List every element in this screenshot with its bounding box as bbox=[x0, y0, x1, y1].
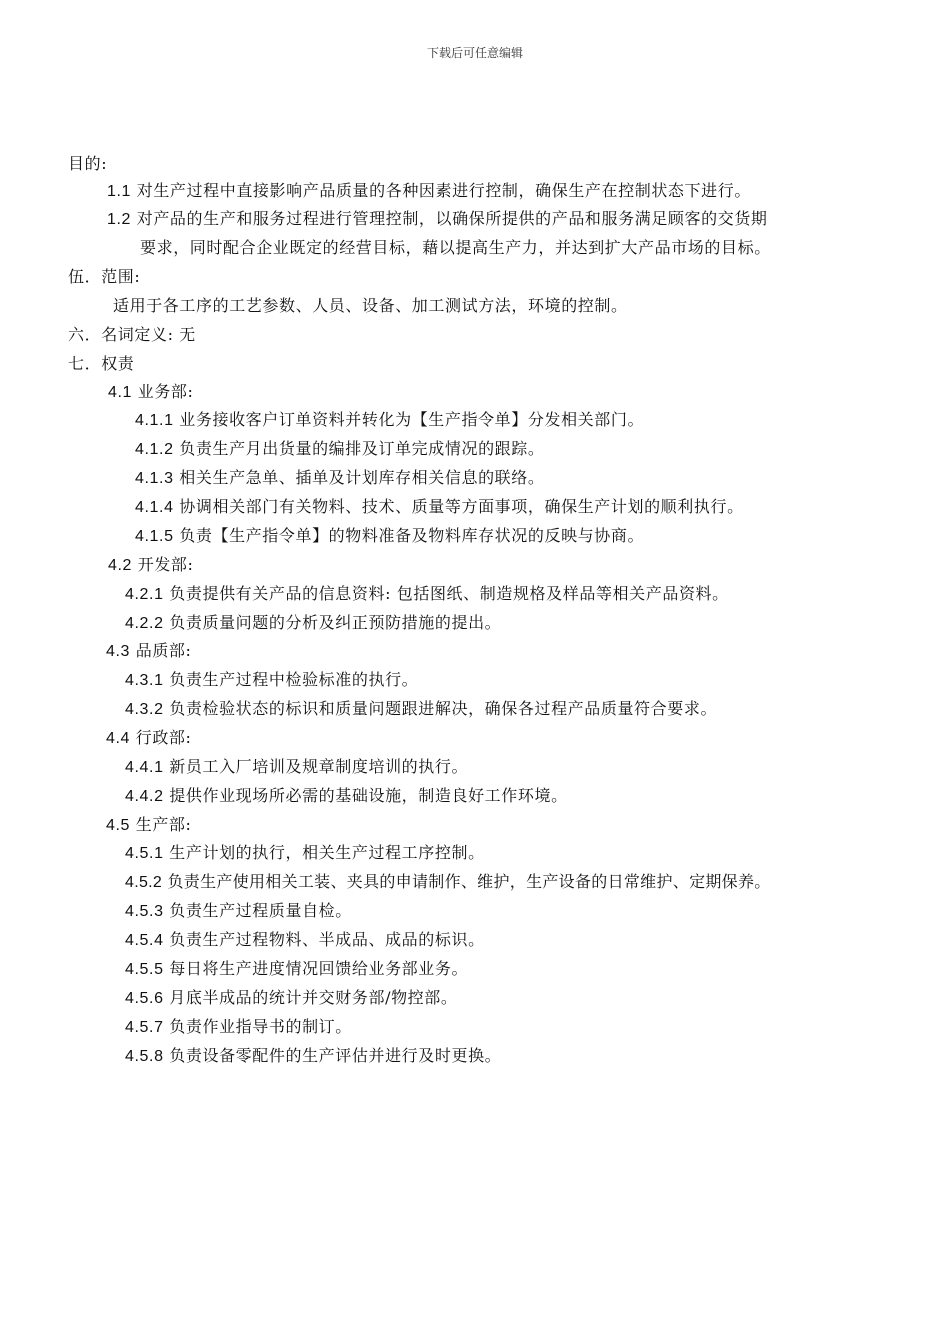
list-item bbox=[125, 757, 468, 778]
section-title: 开发部: bbox=[137, 555, 194, 574]
list-item bbox=[135, 468, 544, 489]
list-item bbox=[135, 439, 544, 460]
section-number: 4.2 bbox=[108, 557, 133, 574]
section-title: 品质部: bbox=[135, 641, 192, 660]
section-number: 4.4 bbox=[106, 730, 131, 747]
item-number: 4.5.3 bbox=[125, 903, 164, 920]
list-item bbox=[135, 410, 644, 431]
item-number: 4.1.3 bbox=[135, 470, 174, 487]
item-text: 相关生产急单、插单及计划库存相关信息的联络。 bbox=[179, 468, 545, 487]
item-text: 负责设备零配件的生产评估并进行及时更换。 bbox=[169, 1046, 502, 1065]
section-heading bbox=[106, 815, 192, 836]
section-number: 4.3 bbox=[106, 643, 131, 660]
list-item bbox=[125, 699, 717, 720]
scope-text: 适用于各工序的工艺参数、人员、设备、加工测试方法，环境的控制。 bbox=[113, 296, 628, 315]
item-text: 负责生产使用相关工装、夹具的申请制作、维护，生产设备的日常维护、定期保养。 bbox=[167, 872, 771, 891]
section-heading bbox=[106, 728, 192, 749]
list-item bbox=[125, 613, 501, 634]
item-number: 4.4.1 bbox=[125, 759, 164, 776]
list-item bbox=[125, 1046, 501, 1067]
item-number: 4.1.4 bbox=[135, 499, 174, 516]
scope-heading: 伍．范围: bbox=[68, 267, 141, 286]
list-item bbox=[125, 1017, 352, 1038]
list-item bbox=[125, 872, 771, 893]
responsibilities-heading: 七．权责 bbox=[68, 354, 135, 373]
item-text: 负责【生产指令单】的物料准备及物料库存状况的反映与协商。 bbox=[179, 526, 645, 545]
item-text: 生产计划的执行，相关生产过程工序控制。 bbox=[169, 843, 485, 862]
item-number: 4.3.2 bbox=[125, 701, 164, 718]
item-number: 1.1 bbox=[107, 183, 132, 200]
item-number: 4.5.2 bbox=[125, 874, 163, 891]
item-text: 提供作业现场所必需的基础设施，制造良好工作环境。 bbox=[169, 786, 568, 805]
item-number: 4.3.1 bbox=[125, 672, 164, 689]
purpose-item bbox=[107, 181, 751, 202]
item-number: 4.1.5 bbox=[135, 528, 174, 545]
item-number: 4.1.2 bbox=[135, 441, 174, 458]
item-number: 4.5.8 bbox=[125, 1048, 164, 1065]
item-number: 4.1.1 bbox=[135, 412, 174, 429]
item-number: 4.5.7 bbox=[125, 1019, 164, 1036]
list-item bbox=[125, 959, 468, 980]
item-number: 4.5.1 bbox=[125, 845, 164, 862]
item-number: 4.4.2 bbox=[125, 788, 164, 805]
item-text: 对产品的生产和服务过程进行管理控制，以确保所提供的产品和服务满足顾客的交货期 bbox=[136, 209, 768, 228]
item-text: 负责提供有关产品的信息资料: 包括图纸、制造规格及样品等相关产品资料。 bbox=[169, 584, 729, 603]
item-number: 4.5.6 bbox=[125, 990, 164, 1007]
list-item bbox=[135, 497, 744, 518]
list-item bbox=[125, 901, 352, 922]
item-number: 4.2.2 bbox=[125, 615, 164, 632]
list-item bbox=[125, 843, 485, 864]
item-text: 负责检验状态的标识和质量问题跟进解决，确保各过程产品质量符合要求。 bbox=[169, 699, 718, 718]
section-heading bbox=[108, 555, 194, 576]
section-title: 行政部: bbox=[135, 728, 192, 747]
section-number: 4.1 bbox=[108, 384, 133, 401]
purpose-heading: 目的: bbox=[68, 154, 108, 173]
item-text: 负责生产过程物料、半成品、成品的标识。 bbox=[169, 930, 485, 949]
section-title: 生产部: bbox=[135, 815, 192, 834]
item-text: 新员工入厂培训及规章制度培训的执行。 bbox=[169, 757, 469, 776]
item-number: 4.5.5 bbox=[125, 961, 164, 978]
item-text: 月底半成品的统计并交财务部/物控部。 bbox=[169, 988, 458, 1007]
header-note: 下载后可任意编辑 bbox=[426, 46, 523, 60]
definitions-heading: 六．名词定义: 无 bbox=[68, 325, 196, 344]
list-item bbox=[125, 670, 418, 691]
item-number: 1.2 bbox=[107, 211, 132, 228]
section-heading bbox=[108, 382, 194, 403]
item-text: 每日将生产进度情况回馈给业务部业务。 bbox=[169, 959, 469, 978]
purpose-item bbox=[107, 209, 768, 230]
section-title: 业务部: bbox=[137, 382, 194, 401]
list-item bbox=[125, 786, 568, 807]
item-text: 业务接收客户订单资料并转化为【生产指令单】分发相关部门。 bbox=[179, 410, 645, 429]
item-number: 4.2.1 bbox=[125, 586, 164, 603]
section-number: 4.5 bbox=[106, 817, 131, 834]
list-item bbox=[125, 584, 729, 605]
item-number: 4.5.4 bbox=[125, 932, 164, 949]
list-item bbox=[125, 930, 485, 951]
item-text-continuation: 要求，同时配合企业既定的经营目标，藉以提高生产力，并达到扩大产品市场的目标。 bbox=[140, 238, 771, 257]
item-text: 负责生产过程中检验标准的执行。 bbox=[169, 670, 419, 689]
item-text: 负责作业指导书的制订。 bbox=[169, 1017, 352, 1036]
item-text: 协调相关部门有关物料、技术、质量等方面事项，确保生产计划的顺利执行。 bbox=[179, 497, 744, 516]
section-heading bbox=[106, 641, 192, 662]
list-item bbox=[125, 988, 457, 1009]
item-text: 对生产过程中直接影响产品质量的各种因素进行控制，确保生产在控制状态下进行。 bbox=[136, 181, 751, 200]
item-text: 负责生产过程质量自检。 bbox=[169, 901, 352, 920]
item-text: 负责质量问题的分析及纠正预防措施的提出。 bbox=[169, 613, 502, 632]
list-item bbox=[135, 526, 644, 547]
item-text: 负责生产月出货量的编排及订单完成情况的跟踪。 bbox=[179, 439, 545, 458]
